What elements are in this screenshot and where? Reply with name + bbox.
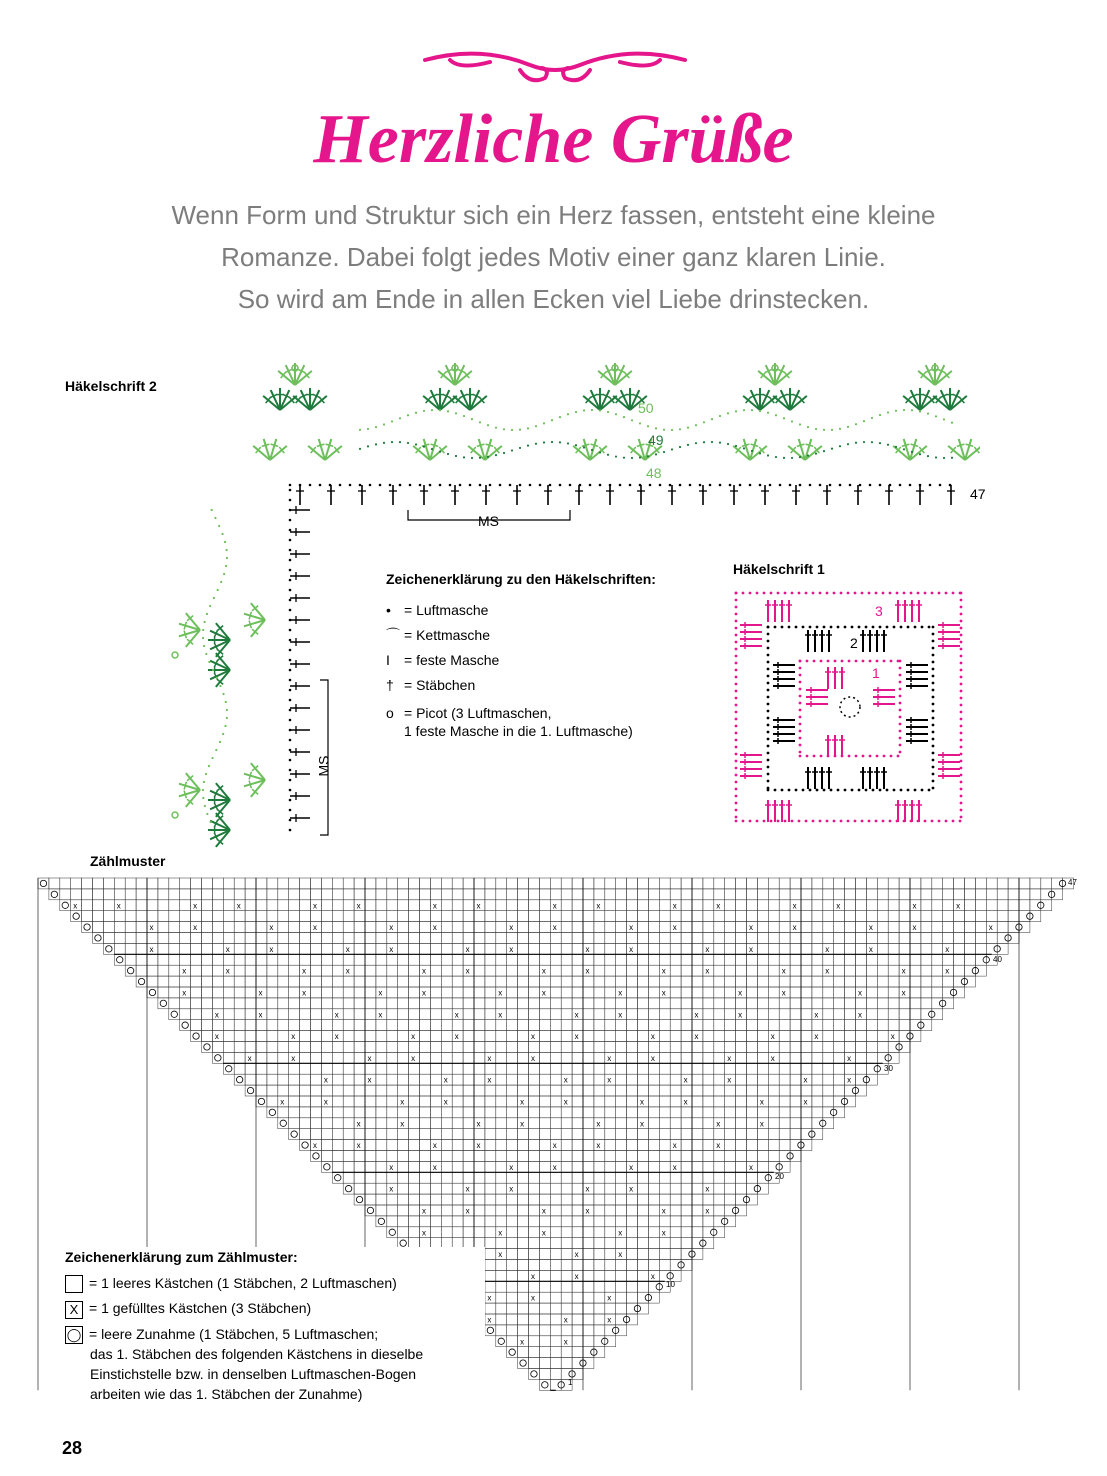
chart2-label: Häkelschrift 2 [65,378,157,394]
ms-label-horizontal: MS [478,513,499,529]
svg-text:x: x [367,1053,372,1063]
grid-row-1: 1 [568,1378,573,1387]
svg-text:x: x [618,1250,623,1260]
legend-empty-box: = 1 leeres Kästchen (1 Stäbchen, 2 Luftmaschen) [65,1273,485,1293]
legend-item-chain: • = Luftmasche [386,598,633,623]
svg-text:x: x [334,1032,339,1042]
svg-text:x: x [443,1075,448,1085]
legend-item-slip: ⌒ = Kettmasche [386,623,633,648]
slip-stitch-icon: ⌒ [386,627,400,643]
svg-text:x: x [541,988,546,998]
svg-text:x: x [334,1010,339,1020]
grid-row-40: 40 [993,955,1002,964]
svg-text:x: x [389,944,394,954]
chain-stitch-icon: • [386,602,391,618]
svg-text:x: x [716,901,721,911]
svg-text:x: x [661,1228,666,1238]
svg-text:x: x [356,901,361,911]
intro-line-2: Romanze. Dabei folgt jedes Motiv einer ganz klaren Linie. [221,242,886,272]
svg-text:x: x [476,901,481,911]
svg-text:x: x [476,1141,481,1151]
svg-text:x: x [193,923,198,933]
svg-text:x: x [323,1075,328,1085]
chart1-marks [735,592,963,823]
svg-text:x: x [574,1271,579,1281]
svg-text:x: x [563,1315,568,1325]
ms-label-vertical: MS [315,755,332,777]
svg-text:x: x [531,1032,535,1042]
intro-line-1: Wenn Form und Struktur sich ein Herz fassen, entsteht eine kleine [171,200,936,230]
svg-text:x: x [389,1184,394,1194]
svg-text:x: x [585,1206,590,1216]
svg-text:x: x [313,923,317,933]
svg-text:x: x [269,923,274,933]
svg-text:x: x [269,944,274,954]
row-number-49: 49 [648,432,664,448]
svg-text:x: x [650,1053,655,1063]
svg-text:x: x [563,1097,568,1107]
legend-item-picot: o = Picot (3 Luftmaschen, 1 feste Masche in die 1. Luftmasche) [386,705,633,739]
svg-text:x: x [422,966,426,976]
svg-text:x: x [225,966,230,976]
row-number-47: 47 [970,486,986,502]
legend-item-double: † = Stäbchen [386,673,633,698]
svg-text:x: x [770,1053,775,1063]
empty-box-icon [65,1275,83,1293]
svg-text:x: x [607,1315,612,1325]
svg-text:x: x [749,923,753,933]
svg-text:x: x [759,1119,764,1129]
svg-text:x: x [629,1184,634,1194]
svg-text:x: x [313,901,317,911]
svg-text:x: x [759,1097,764,1107]
svg-text:x: x [411,1032,416,1042]
svg-text:x: x [574,1250,579,1260]
svg-text:x: x [683,1097,688,1107]
svg-text:x: x [182,966,187,976]
svg-text:x: x [629,923,634,933]
legend-charts-list [386,598,633,740]
svg-text:x: x [672,1162,677,1172]
svg-text:x: x [629,1162,634,1172]
svg-text:x: x [541,966,546,976]
svg-text:x: x [574,1010,579,1020]
svg-text:x: x [541,1228,546,1238]
svg-text:x: x [291,1032,296,1042]
svg-text:x: x [465,966,470,976]
svg-text:x: x [650,1271,655,1281]
svg-text:x: x [858,1010,862,1020]
double-crochet-icon: † [386,677,394,693]
svg-text:x: x [705,966,710,976]
grid-label: Zählmuster [90,853,166,869]
svg-text:x: x [705,1206,710,1216]
svg-text:x: x [498,988,503,998]
row-number-50: 50 [638,400,654,416]
svg-text:x: x [422,988,426,998]
svg-text:x: x [280,1097,285,1107]
svg-text:x: x [509,1184,514,1194]
svg-text:x: x [694,1032,699,1042]
svg-text:x: x [520,1119,525,1129]
svg-text:x: x [367,1075,372,1085]
svg-text:x: x [825,944,830,954]
svg-text:x: x [552,901,557,911]
svg-text:x: x [323,1097,328,1107]
svg-text:x: x [454,1032,459,1042]
ornament-icon [420,40,690,90]
svg-text:x: x [400,1119,405,1129]
svg-text:x: x [672,1141,677,1151]
svg-text:x: x [214,1010,219,1020]
svg-text:x: x [531,1271,535,1281]
svg-text:x: x [389,923,394,933]
svg-text:x: x [182,988,187,998]
svg-text:x: x [149,923,154,933]
svg-text:x: x [487,1053,492,1063]
legend-increase: ◯ = leere Zunahme (1 Stäbchen, 5 Luftmaschen; das 1. Stäbchen des folgenden Kästchens in dieselbe Einstichstelle bzw. in denselben Luftmaschen-Bogen arbeiten wie das 1. Stäbchen der Zunahme) [66,1325,424,1402]
svg-text:x: x [661,966,666,976]
svg-text:x: x [988,923,993,933]
svg-text:x: x [770,1032,775,1042]
svg-text:x: x [901,988,906,998]
picot-icon: o [386,705,394,721]
svg-text:x: x [956,901,961,911]
svg-text:x: x [258,1010,263,1020]
svg-text:x: x [618,1228,623,1238]
legend-grid [65,1247,485,1404]
svg-text:x: x [498,1010,503,1020]
page-title: Herzliche Grüße [313,101,794,178]
svg-text:x: x [422,1206,426,1216]
svg-text:x: x [432,1162,437,1172]
legend-grid-title: Zeichenerklärung zum Zählmuster: [65,1249,298,1265]
svg-text:x: x [563,1075,568,1085]
svg-text:x: x [792,923,797,933]
round-number-1: 1 [872,665,880,681]
svg-text:x: x [520,1337,525,1347]
svg-text:x: x [302,988,307,998]
svg-text:x: x [378,1010,383,1020]
increase-icon: ◯ [66,1326,82,1342]
svg-text:x: x [214,1032,219,1042]
svg-text:x: x [422,1228,426,1238]
svg-text:x: x [487,1293,492,1303]
svg-text:x: x [498,1228,503,1238]
svg-text:x: x [683,1075,688,1085]
svg-text:x: x [454,1010,459,1020]
svg-text:x: x [912,923,917,933]
svg-text:x: x [640,1119,644,1129]
svg-text:x: x [476,1119,481,1129]
svg-text:x: x [585,1184,590,1194]
svg-text:x: x [531,1053,535,1063]
filled-box-icon: X [65,1301,83,1319]
svg-text:x: x [836,901,841,911]
row-number-48: 48 [646,465,662,481]
svg-text:x: x [618,1010,623,1020]
svg-text:x: x [672,923,677,933]
round-number-2: 2 [850,635,858,651]
svg-text:x: x [498,1250,503,1260]
svg-text:x: x [487,1315,492,1325]
crochet-chart-1 [728,585,968,830]
svg-text:x: x [694,1010,699,1020]
svg-text:x: x [465,1206,470,1216]
svg-text:x: x [716,1141,721,1151]
svg-text:x: x [868,923,873,933]
svg-text:x: x [858,988,862,998]
svg-text:x: x [378,988,383,998]
svg-text:x: x [901,966,906,976]
svg-text:x: x [236,901,241,911]
svg-text:x: x [661,988,666,998]
svg-text:x: x [443,1097,448,1107]
svg-text:x: x [509,1162,514,1172]
grid-row-10: 10 [666,1280,675,1289]
svg-text:x: x [727,1075,732,1085]
svg-text:x: x [225,944,230,954]
svg-text:x: x [400,1097,405,1107]
svg-text:x: x [432,923,437,933]
svg-text:x: x [258,988,263,998]
svg-text:x: x [945,966,950,976]
svg-text:x: x [607,1053,612,1063]
svg-text:x: x [563,1337,568,1347]
svg-text:x: x [356,1119,361,1129]
svg-text:x: x [596,1119,601,1129]
legend-charts-title: Zeichenerklärung zu den Häkelschriften: [386,571,656,587]
round-number-3: 3 [875,603,883,619]
svg-text:x: x [749,944,753,954]
svg-text:x: x [574,1032,579,1042]
svg-text:x: x [650,1032,655,1042]
svg-text:x: x [585,966,590,976]
svg-text:x: x [302,966,307,976]
intro-line-3: So wird am Ende in allen Ecken viel Liebe drinstecken. [237,284,870,314]
svg-text:x: x [661,1206,666,1216]
svg-text:x: x [814,1010,819,1020]
svg-text:x: x [73,901,78,911]
svg-text:x: x [607,1075,612,1085]
svg-text:x: x [520,1097,525,1107]
svg-text:x: x [890,1032,895,1042]
svg-text:x: x [345,966,350,976]
svg-text:x: x [389,1162,394,1172]
svg-text:x: x [552,1141,557,1151]
svg-text:x: x [803,1075,808,1085]
svg-text:x: x [509,944,514,954]
svg-text:x: x [596,1141,601,1151]
legend-filled-box: X = 1 gefülltes Kästchen (3 Stäbchen) [65,1298,485,1318]
svg-text:x: x [116,901,121,911]
page-number: 28 [62,1438,83,1458]
svg-text:x: x [149,944,154,954]
svg-text:x: x [705,944,710,954]
svg-text:x: x [738,988,743,998]
svg-text:x: x [814,1032,819,1042]
svg-text:x: x [541,1206,546,1216]
svg-text:x: x [640,1097,644,1107]
svg-text:x: x [705,1184,710,1194]
svg-text:x: x [781,988,786,998]
svg-text:x: x [716,1119,721,1129]
svg-text:x: x [912,901,917,911]
svg-text:x: x [552,923,557,933]
legend-item-single: I = feste Masche [386,648,633,673]
svg-text:x: x [432,901,437,911]
svg-text:x: x [432,1141,437,1151]
svg-text:x: x [738,1010,743,1020]
svg-text:x: x [585,944,590,954]
svg-text:x: x [552,1162,557,1172]
svg-text:x: x [803,1097,808,1107]
svg-text:x: x [607,1293,612,1303]
svg-text:x: x [345,944,350,954]
svg-text:x: x [618,988,623,998]
svg-text:x: x [945,944,950,954]
svg-text:x: x [411,1053,416,1063]
svg-text:x: x [465,944,470,954]
svg-text:x: x [247,1053,252,1063]
svg-text:x: x [487,1075,492,1085]
svg-text:x: x [792,901,797,911]
svg-text:x: x [825,966,830,976]
grid-row-30: 30 [884,1064,893,1073]
svg-text:x: x [596,901,601,911]
svg-text:x: x [868,944,873,954]
chart1-label: Häkelschrift 1 [733,561,825,577]
svg-text:x: x [531,1293,535,1303]
svg-text:x: x [672,901,677,911]
svg-text:x: x [291,1053,296,1063]
svg-text:x: x [749,1162,753,1172]
svg-text:x: x [629,944,634,954]
svg-text:x: x [193,901,198,911]
svg-text:x: x [313,1141,317,1151]
svg-text:x: x [781,966,786,976]
single-crochet-icon: I [386,652,390,668]
svg-text:x: x [356,1141,361,1151]
svg-text:x: x [847,1075,852,1085]
grid-row-47: 47 [1068,878,1077,887]
svg-text:x: x [847,1053,852,1063]
svg-text:x: x [727,1053,732,1063]
svg-text:x: x [465,1184,470,1194]
svg-text:x: x [509,923,514,933]
grid-row-20: 20 [775,1172,784,1181]
